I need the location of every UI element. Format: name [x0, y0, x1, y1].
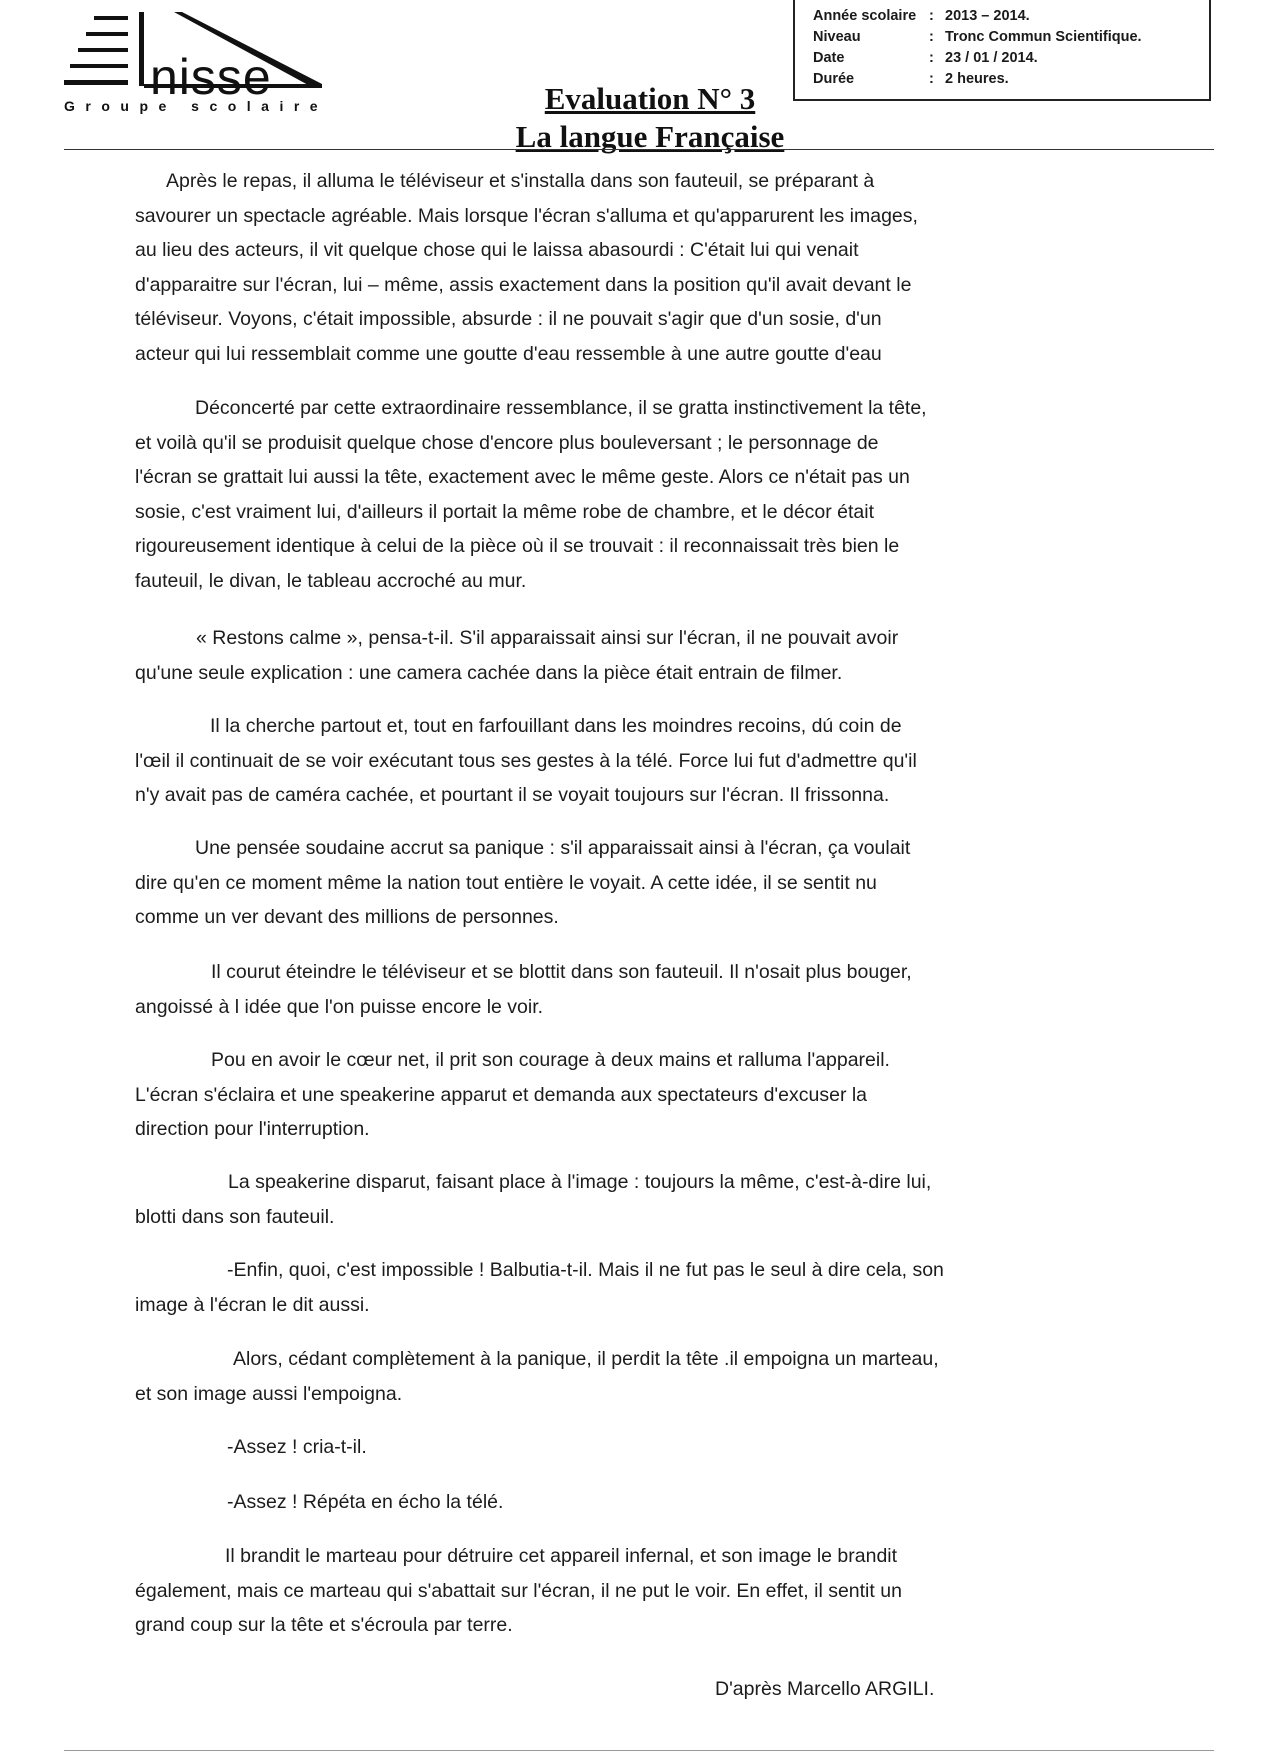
paragraph-8 — [135, 1165, 1095, 1234]
info-row-level — [813, 27, 1209, 48]
info-separator: : — [929, 71, 934, 87]
text-line: -Enfin, quoi, c'est impossible ! Balbutia-t-il. Mais il ne fut pas le seul à dire cela, son — [227, 1259, 944, 1281]
exam-info-box — [793, 0, 1211, 101]
info-value: 2 heures. — [945, 71, 1009, 87]
text-line: comme un ver devant des millions de personnes. — [135, 906, 559, 928]
paragraph-12 — [135, 1485, 1095, 1520]
info-label: Année scolaire — [813, 8, 917, 24]
info-row-year — [813, 6, 1209, 27]
info-row-duration — [813, 69, 1209, 90]
text-line: direction pour l'interruption. — [135, 1118, 370, 1140]
text-line: Après le repas, il alluma le téléviseur et s'installa dans son fauteuil, se préparant à — [166, 170, 875, 192]
text-line: l'œil il continuait de se voir exécutant tous ses gestes à la télé. Force lui fut d'admettre qu'il — [135, 749, 917, 772]
text-line: dire qu'en ce moment même la nation tout entière le voyait. A cette idée, il se sentit nu — [135, 871, 877, 894]
text-line: rigoureusement identique à celui de la pièce où il se trouvait : il reconnaissait très bien le — [135, 535, 900, 557]
info-label: Durée — [813, 71, 855, 87]
paragraph-10 — [135, 1342, 1095, 1411]
info-separator: : — [929, 50, 934, 66]
paragraph-6 — [135, 955, 1095, 1024]
paragraph-11 — [135, 1430, 1095, 1465]
author-attribution: D'après Marcello ARGILI. — [715, 1678, 935, 1700]
text-line: l'écran se grattait lui aussi la tête, exactement avec le même geste. Alors ce n'était pas un — [135, 466, 910, 488]
paragraph-9 — [135, 1253, 1095, 1322]
paragraph-1 — [135, 164, 1095, 371]
info-value: Tronc Commun Scientifique. — [945, 29, 1142, 45]
text-line: -Assez ! Répéta en écho la télé. — [227, 1491, 504, 1513]
text-line: et voilà qu'il se produisit quelque chose d'encore plus bouleversant ; le personnage de — [135, 431, 879, 454]
text-line: savourer un spectacle agréable. Mais lorsque l'écran s'alluma et qu'apparurent les images, — [135, 204, 918, 227]
text-line: image à l'écran le dit aussi. — [135, 1293, 370, 1316]
text-line: Pou en avoir le cœur net, il prit son courage à deux mains et ralluma l'appareil. — [211, 1049, 890, 1071]
text-line: L'écran s'éclaira et une speakerine apparut et demanda aux spectateurs d'excuser la — [135, 1083, 868, 1106]
text-line: La speakerine disparut, faisant place à l'image : toujours la même, c'est-à-dire lui, — [228, 1171, 932, 1193]
text-line: Il courut éteindre le téléviseur et se blottit dans son fauteuil. Il n'osait plus bouger, — [211, 961, 912, 983]
text-line: grand coup sur la tête et s'écroula par terre. — [135, 1614, 513, 1636]
text-line: sosie, c'est vraiment lui, d'ailleurs il portait la même robe de chambre, et le décor était — [135, 500, 875, 523]
paragraph-7 — [135, 1043, 1095, 1147]
text-line: qu'une seule explication : une camera cachée dans la pièce était entrain de filmer. — [135, 661, 843, 684]
info-row-date — [813, 48, 1209, 69]
text-line: d'apparaitre sur l'écran, lui – même, assis exactement dans la position qu'il avait devant le — [135, 273, 912, 296]
text-line: téléviseur. Voyons, c'était impossible, absurde : il ne pouvait s'agir que d'un sosie, d'un — [135, 308, 882, 330]
text-line: blotti dans son fauteuil. — [135, 1205, 335, 1228]
paragraph-5 — [135, 831, 1095, 935]
footer-divider — [64, 1750, 1214, 1751]
text-line: n'y avait pas de caméra cachée, et pourtant il se voyait toujours sur l'écran. Il frissonna. — [135, 784, 890, 806]
text-line: Il la cherche partout et, tout en farfouillant dans les moindres recoins, dú coin de — [210, 715, 902, 737]
text-line: « Restons calme », pensa-t-il. S'il apparaissait ainsi sur l'écran, il ne pouvait avoir — [196, 627, 899, 649]
info-separator: : — [929, 29, 934, 45]
text-line: également, mais ce marteau qui s'abattait sur l'écran, il ne put le voir. En effet, il sentit un — [135, 1579, 902, 1602]
text-line: acteur qui lui ressemblait comme une goutte d'eau ressemble à une autre goutte d'eau — [135, 342, 882, 365]
text-line: angoissé à l idée que l'on puisse encore le voir. — [135, 995, 544, 1018]
text-line: Il brandit le marteau pour détruire cet appareil infernal, et son image le brandit — [225, 1545, 898, 1567]
info-label: Niveau — [813, 29, 861, 45]
school-logo — [64, 12, 364, 114]
paragraph-4 — [135, 709, 1095, 813]
header-divider — [64, 149, 1214, 150]
paragraph-13 — [135, 1539, 1095, 1643]
info-separator: : — [929, 8, 934, 24]
text-line: Alors, cédant complètement à la panique, il perdit la tête .il empoigna un marteau, — [233, 1348, 939, 1370]
paragraph-3 — [135, 621, 1095, 690]
info-label: Date — [813, 50, 845, 66]
logo-name: nisse — [150, 49, 272, 105]
title-subject: La langue Française — [515, 119, 785, 154]
paragraph-2 — [135, 391, 1095, 598]
text-line: Déconcerté par cette extraordinaire ressemblance, il se gratta instinctivement la tête, — [195, 397, 927, 419]
info-value: 2013 – 2014. — [945, 8, 1030, 24]
text-line: fauteuil, le divan, le tableau accroché au mur. — [135, 569, 527, 592]
text-line: au lieu des acteurs, il vit quelque chose qui le laissa abasourdi : C'était lui qui venait — [135, 239, 859, 261]
info-value: 23 / 01 / 2014. — [945, 50, 1038, 66]
text-line: Une pensée soudaine accrut sa panique : s'il apparaissait ainsi à l'écran, ça voulait — [195, 837, 911, 859]
logo-subtitle: Groupe scolaire — [64, 98, 329, 114]
title-evaluation: Evaluation N° 3 — [544, 81, 756, 116]
text-line: et son image aussi l'empoigna. — [135, 1382, 403, 1405]
text-line: -Assez ! cria-t-il. — [227, 1436, 367, 1458]
